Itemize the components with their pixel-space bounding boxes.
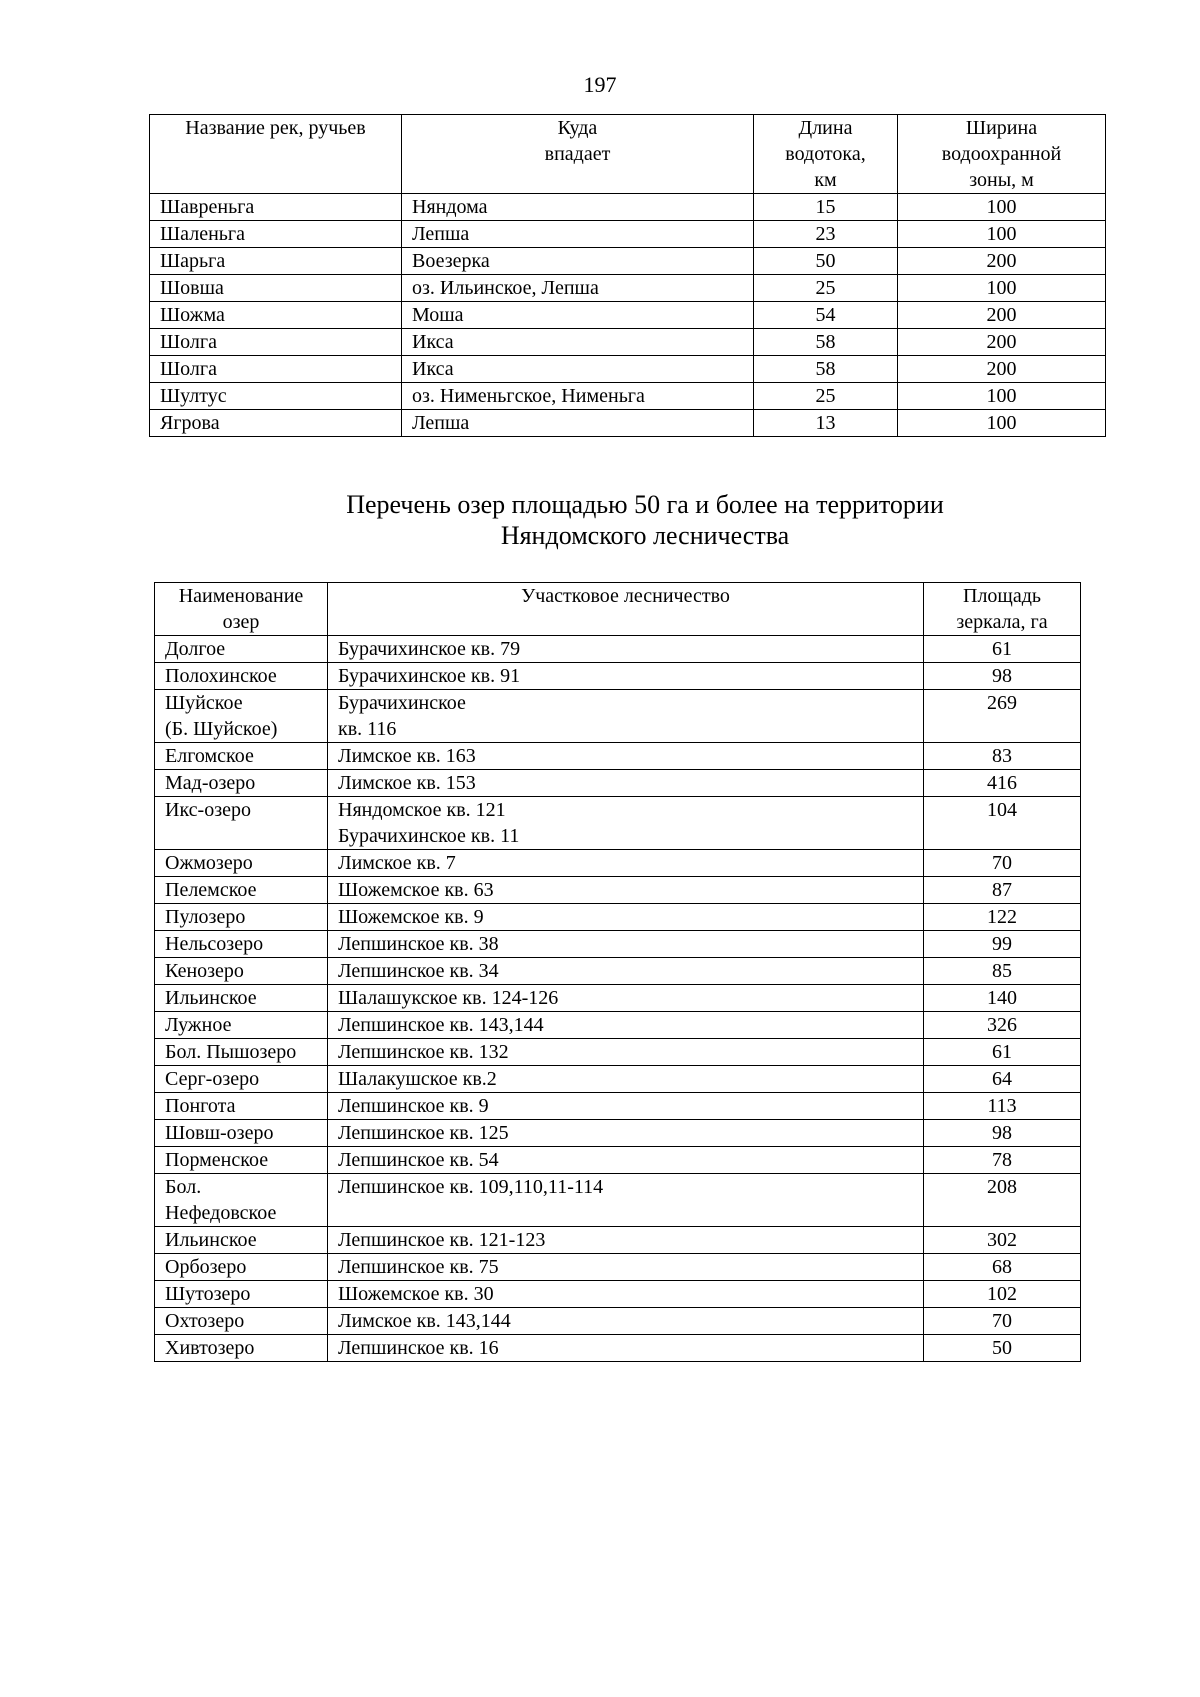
lake-name-cell bbox=[155, 1039, 328, 1066]
lake-name-cell bbox=[155, 770, 328, 797]
lake-name-cell bbox=[155, 1174, 328, 1227]
cell-line: Шовш-озеро bbox=[165, 1122, 274, 1144]
cell-line: Шутозеро bbox=[165, 1283, 251, 1305]
district-cell bbox=[328, 636, 924, 663]
cell-line: Пулозеро bbox=[165, 906, 246, 928]
area-cell: 70 bbox=[924, 850, 1081, 877]
cell-line: Бол. Пышозеро bbox=[165, 1041, 297, 1063]
lakes-header-row bbox=[155, 583, 1081, 636]
cell-line: Бурачихинское кв. 11 bbox=[338, 825, 520, 847]
cell-line: зеркала, га bbox=[956, 611, 1048, 633]
zone-width-cell: 200 bbox=[898, 329, 1106, 356]
cell-line: Ширина bbox=[965, 117, 1038, 139]
cell-line: Ильинское bbox=[165, 1229, 257, 1251]
area-cell: 61 bbox=[924, 1039, 1081, 1066]
table-row bbox=[155, 1012, 1081, 1039]
table-row bbox=[150, 302, 1106, 329]
header-outflow bbox=[402, 115, 754, 194]
cell-line: Икс-озеро bbox=[165, 799, 251, 821]
cell-line: Ожмозеро bbox=[165, 852, 253, 874]
district-cell bbox=[328, 985, 924, 1012]
lakes-title-line-1: Перечень озер площадью 50 га и более на территории bbox=[346, 490, 944, 519]
cell-line: Шожемское кв. 63 bbox=[338, 879, 494, 901]
area-cell: 122 bbox=[924, 904, 1081, 931]
header-lake-name bbox=[155, 583, 328, 636]
district-cell bbox=[328, 770, 924, 797]
river-name-cell: Шолга bbox=[150, 329, 402, 356]
cell-line: кв. 116 bbox=[338, 718, 397, 740]
river-name-cell: Шаленьга bbox=[150, 221, 402, 248]
outflow-cell: оз. Нименьгское, Нименьга bbox=[402, 383, 754, 410]
cell-line: Лимское кв. 163 bbox=[338, 745, 476, 767]
table-row bbox=[155, 1039, 1081, 1066]
table-row bbox=[155, 690, 1081, 743]
cell-line: Лепшинское кв. 75 bbox=[338, 1256, 499, 1278]
district-cell bbox=[328, 663, 924, 690]
cell-line: Лепшинское кв. 121-123 bbox=[338, 1229, 546, 1251]
area-cell: 61 bbox=[924, 636, 1081, 663]
river-name-cell: Шожма bbox=[150, 302, 402, 329]
table-row bbox=[155, 1093, 1081, 1120]
table-row bbox=[150, 221, 1106, 248]
district-cell bbox=[328, 904, 924, 931]
area-cell: 87 bbox=[924, 877, 1081, 904]
cell-line: Бурачихинское bbox=[338, 692, 466, 714]
district-cell bbox=[328, 797, 924, 850]
cell-line: Лепшинское кв. 143,144 bbox=[338, 1014, 544, 1036]
area-cell: 99 bbox=[924, 931, 1081, 958]
cell-line: Лужное bbox=[165, 1014, 232, 1036]
lake-name-cell bbox=[155, 1012, 328, 1039]
cell-line: Лепшинское кв. 16 bbox=[338, 1337, 499, 1359]
lake-name-cell bbox=[155, 1335, 328, 1362]
area-cell: 50 bbox=[924, 1335, 1081, 1362]
area-cell: 208 bbox=[924, 1174, 1081, 1227]
table-row bbox=[150, 275, 1106, 302]
cell-line: Лепшинское кв. 38 bbox=[338, 933, 499, 955]
cell-line: Бол. bbox=[165, 1176, 202, 1198]
area-cell: 85 bbox=[924, 958, 1081, 985]
district-cell bbox=[328, 877, 924, 904]
outflow-cell: Икса bbox=[402, 356, 754, 383]
cell-line: Шалакушское кв.2 bbox=[338, 1068, 497, 1090]
table-row bbox=[155, 1120, 1081, 1147]
table-row bbox=[150, 383, 1106, 410]
outflow-cell: Икса bbox=[402, 329, 754, 356]
table-row bbox=[155, 958, 1081, 985]
cell-line: Нельсозеро bbox=[165, 933, 264, 955]
outflow-cell: Няндома bbox=[402, 194, 754, 221]
table-row bbox=[155, 904, 1081, 931]
cell-line: Шожемское кв. 9 bbox=[338, 906, 484, 928]
area-cell: 98 bbox=[924, 1120, 1081, 1147]
table-row bbox=[150, 410, 1106, 437]
lake-name-cell bbox=[155, 850, 328, 877]
zone-width-cell: 100 bbox=[898, 410, 1106, 437]
table-row bbox=[150, 329, 1106, 356]
lake-name-cell bbox=[155, 1066, 328, 1093]
cell-line: Лепшинское кв. 132 bbox=[338, 1041, 509, 1063]
district-cell bbox=[328, 1039, 924, 1066]
area-cell: 416 bbox=[924, 770, 1081, 797]
river-name-cell: Шолга bbox=[150, 356, 402, 383]
cell-line: озер bbox=[222, 611, 260, 633]
table-row bbox=[155, 636, 1081, 663]
cell-line: Няндомское кв. 121 bbox=[338, 799, 506, 821]
cell-line: Нефедовское bbox=[165, 1202, 277, 1224]
table-row bbox=[155, 931, 1081, 958]
lake-name-cell bbox=[155, 931, 328, 958]
cell-line: Бурачихинское кв. 91 bbox=[338, 665, 521, 687]
district-cell bbox=[328, 1254, 924, 1281]
lake-name-cell bbox=[155, 904, 328, 931]
cell-line: Полохинское bbox=[165, 665, 277, 687]
river-name-cell: Шовша bbox=[150, 275, 402, 302]
cell-line: зоны, м bbox=[969, 169, 1034, 191]
area-cell: 269 bbox=[924, 690, 1081, 743]
zone-width-cell: 100 bbox=[898, 194, 1106, 221]
area-cell: 64 bbox=[924, 1066, 1081, 1093]
cell-line: Елгомское bbox=[165, 745, 254, 767]
cell-line: Длина bbox=[798, 117, 853, 139]
area-cell: 104 bbox=[924, 797, 1081, 850]
cell-line: Лимское кв. 7 bbox=[338, 852, 456, 874]
table-row bbox=[155, 797, 1081, 850]
table-row bbox=[155, 770, 1081, 797]
table-row bbox=[155, 877, 1081, 904]
district-cell bbox=[328, 850, 924, 877]
page-number: 197 bbox=[583, 72, 617, 97]
lake-name-cell bbox=[155, 797, 328, 850]
lake-name-cell bbox=[155, 743, 328, 770]
cell-line: Бурачихинское кв. 79 bbox=[338, 638, 521, 660]
area-cell: 113 bbox=[924, 1093, 1081, 1120]
table-row bbox=[155, 1147, 1081, 1174]
lake-name-cell bbox=[155, 985, 328, 1012]
district-cell bbox=[328, 1120, 924, 1147]
cell-line: водотока, bbox=[785, 143, 866, 165]
area-cell: 140 bbox=[924, 985, 1081, 1012]
area-cell: 302 bbox=[924, 1227, 1081, 1254]
rivers-table-body bbox=[150, 194, 1106, 437]
lake-name-cell bbox=[155, 877, 328, 904]
header-river-name bbox=[150, 115, 402, 194]
table-row bbox=[155, 1066, 1081, 1093]
table-row bbox=[150, 248, 1106, 275]
table-row bbox=[155, 663, 1081, 690]
district-cell bbox=[328, 1174, 924, 1227]
header-length bbox=[754, 115, 898, 194]
cell-line: Лепшинское кв. 125 bbox=[338, 1122, 509, 1144]
cell-line: Хивтозеро bbox=[165, 1337, 255, 1359]
outflow-cell: Лепша bbox=[402, 410, 754, 437]
length-cell: 25 bbox=[754, 275, 898, 302]
cell-line: Лепшинское кв. 54 bbox=[338, 1149, 499, 1171]
lake-name-cell bbox=[155, 1308, 328, 1335]
river-name-cell: Шавреньга bbox=[150, 194, 402, 221]
header-area bbox=[924, 583, 1081, 636]
rivers-header-row bbox=[150, 115, 1106, 194]
cell-line: (Б. Шуйское) bbox=[165, 718, 278, 740]
zone-width-cell: 200 bbox=[898, 248, 1106, 275]
table-row bbox=[155, 850, 1081, 877]
district-cell bbox=[328, 743, 924, 770]
table-row bbox=[155, 1174, 1081, 1227]
cell-line: Лимское кв. 153 bbox=[338, 772, 476, 794]
zone-width-cell: 100 bbox=[898, 275, 1106, 302]
zone-width-cell: 100 bbox=[898, 221, 1106, 248]
table-row bbox=[155, 1254, 1081, 1281]
cell-line: Наименование bbox=[178, 585, 304, 607]
district-cell bbox=[328, 931, 924, 958]
area-cell: 70 bbox=[924, 1308, 1081, 1335]
cell-line: водоохранной bbox=[941, 143, 1062, 165]
district-cell bbox=[328, 958, 924, 985]
area-cell: 83 bbox=[924, 743, 1081, 770]
cell-line: Понгота bbox=[165, 1095, 236, 1117]
length-cell: 58 bbox=[754, 329, 898, 356]
district-cell bbox=[328, 1308, 924, 1335]
district-cell bbox=[328, 1227, 924, 1254]
cell-line: Площадь bbox=[963, 585, 1041, 607]
cell-line: Серг-озеро bbox=[165, 1068, 260, 1090]
lake-name-cell bbox=[155, 958, 328, 985]
lakes-table-body bbox=[155, 636, 1081, 1362]
cell-line: Лепшинское кв. 109,110,11-114 bbox=[338, 1176, 604, 1198]
lake-name-cell bbox=[155, 1093, 328, 1120]
zone-width-cell: 100 bbox=[898, 383, 1106, 410]
cell-line: Куда bbox=[557, 117, 598, 139]
length-cell: 25 bbox=[754, 383, 898, 410]
zone-width-cell: 200 bbox=[898, 356, 1106, 383]
length-cell: 23 bbox=[754, 221, 898, 248]
district-cell bbox=[328, 1335, 924, 1362]
area-cell: 78 bbox=[924, 1147, 1081, 1174]
district-cell bbox=[328, 1281, 924, 1308]
cell-line: Ильинское bbox=[165, 987, 257, 1009]
length-cell: 58 bbox=[754, 356, 898, 383]
outflow-cell: Лепша bbox=[402, 221, 754, 248]
zone-width-cell: 200 bbox=[898, 302, 1106, 329]
rivers-table bbox=[149, 114, 1106, 437]
lakes-section-title bbox=[0, 489, 1200, 551]
table-row bbox=[155, 743, 1081, 770]
cell-line: Кенозеро bbox=[165, 960, 244, 982]
cell-line: Пелемское bbox=[165, 879, 257, 901]
length-cell: 50 bbox=[754, 248, 898, 275]
cell-line: Шалашукское кв. 124-126 bbox=[338, 987, 559, 1009]
district-cell bbox=[328, 1147, 924, 1174]
cell-line: Порменское bbox=[165, 1149, 269, 1171]
table-row bbox=[155, 1281, 1081, 1308]
district-cell bbox=[328, 1066, 924, 1093]
outflow-cell: оз. Ильинское, Лепша bbox=[402, 275, 754, 302]
outflow-cell: Воезерка bbox=[402, 248, 754, 275]
cell-line: Лимское кв. 143,144 bbox=[338, 1310, 511, 1332]
cell-line: Шожемское кв. 30 bbox=[338, 1283, 494, 1305]
lake-name-cell bbox=[155, 1281, 328, 1308]
table-row bbox=[150, 194, 1106, 221]
area-cell: 98 bbox=[924, 663, 1081, 690]
outflow-cell: Моша bbox=[402, 302, 754, 329]
header-district bbox=[328, 583, 924, 636]
table-row bbox=[155, 985, 1081, 1012]
cell-line: Участковое лесничество bbox=[521, 585, 730, 607]
header-zone-width bbox=[898, 115, 1106, 194]
lake-name-cell bbox=[155, 663, 328, 690]
length-cell: 54 bbox=[754, 302, 898, 329]
river-name-cell: Ягрова bbox=[150, 410, 402, 437]
cell-line: Лепшинское кв. 9 bbox=[338, 1095, 489, 1117]
cell-line: впадает bbox=[544, 143, 611, 165]
length-cell: 13 bbox=[754, 410, 898, 437]
lake-name-cell bbox=[155, 1227, 328, 1254]
cell-line: Долгое bbox=[165, 638, 226, 660]
river-name-cell: Шултус bbox=[150, 383, 402, 410]
table-row bbox=[155, 1227, 1081, 1254]
table-row bbox=[155, 1335, 1081, 1362]
lakes-title-line-2: Няндомского лесничества bbox=[500, 521, 790, 550]
lake-name-cell bbox=[155, 690, 328, 743]
cell-line: км bbox=[814, 169, 837, 191]
river-name-cell: Шарьга bbox=[150, 248, 402, 275]
lake-name-cell bbox=[155, 1254, 328, 1281]
area-cell: 326 bbox=[924, 1012, 1081, 1039]
cell-line: Орбозеро bbox=[165, 1256, 247, 1278]
table-row bbox=[150, 356, 1106, 383]
lake-name-cell bbox=[155, 636, 328, 663]
cell-line: Мад-озеро bbox=[165, 772, 256, 794]
district-cell bbox=[328, 690, 924, 743]
length-cell: 15 bbox=[754, 194, 898, 221]
lake-name-cell bbox=[155, 1120, 328, 1147]
area-cell: 68 bbox=[924, 1254, 1081, 1281]
lakes-table bbox=[154, 582, 1081, 1362]
lake-name-cell bbox=[155, 1147, 328, 1174]
cell-line: Лепшинское кв. 34 bbox=[338, 960, 499, 982]
district-cell bbox=[328, 1012, 924, 1039]
area-cell: 102 bbox=[924, 1281, 1081, 1308]
cell-line: Шуйское bbox=[165, 692, 243, 714]
table-row bbox=[155, 1308, 1081, 1335]
cell-line: Охтозеро bbox=[165, 1310, 245, 1332]
district-cell bbox=[328, 1093, 924, 1120]
cell-line: Название рек, ручьев bbox=[185, 117, 366, 139]
